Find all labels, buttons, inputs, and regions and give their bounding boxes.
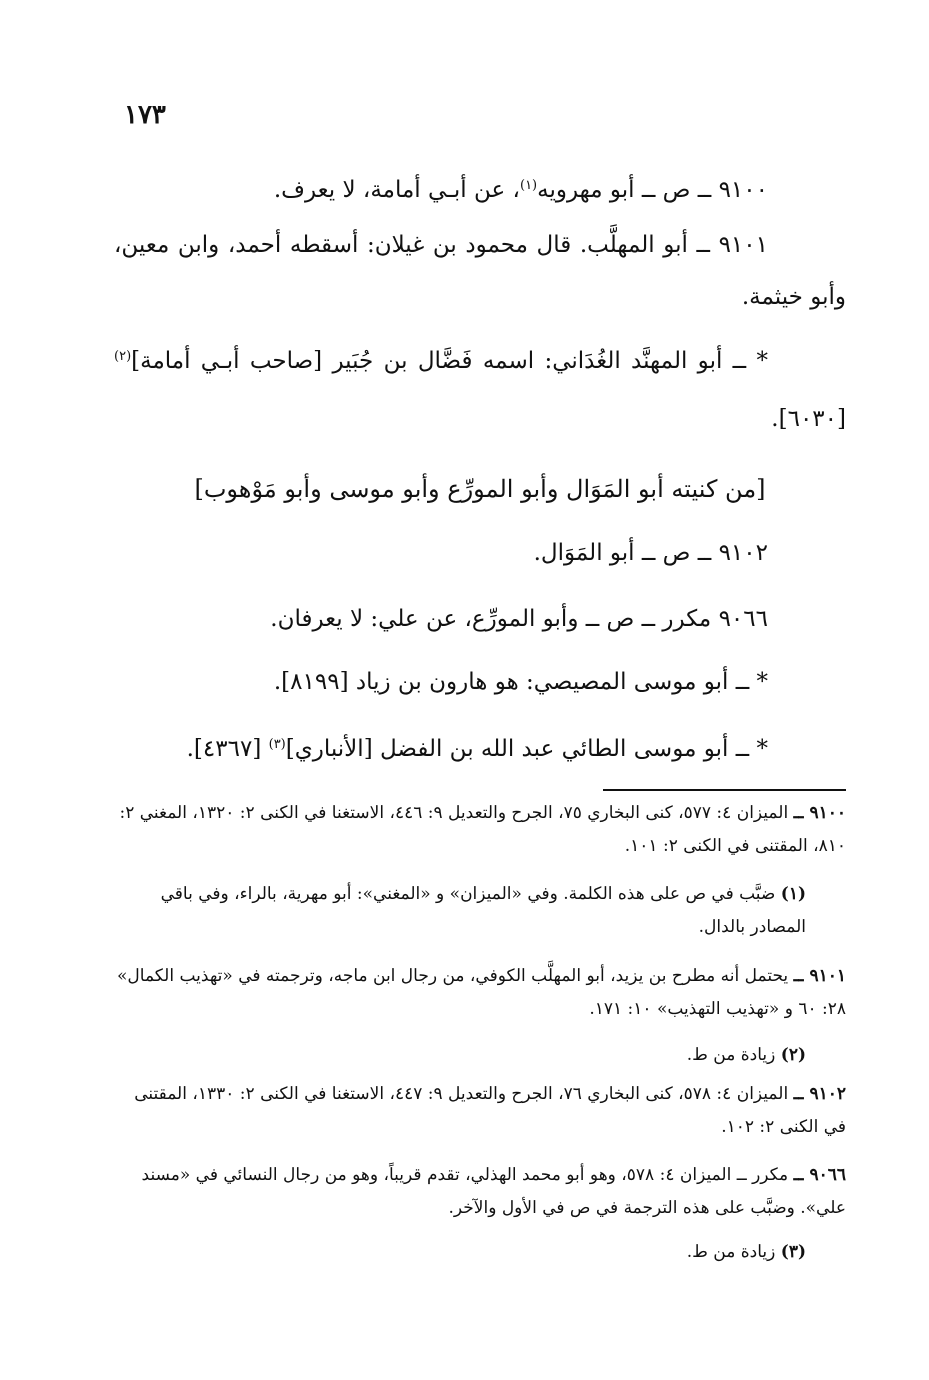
entry-abu-musa-almusaysi [114,656,846,708]
footnote-3 [114,1236,846,1269]
footnote-number: ٩١٠٠ ــ [793,803,846,823]
entry-9102 [114,527,846,579]
footnote-number: (١) [780,884,806,904]
entry-text: * ــ أبو المهنَّد الغُدَاني: اسمه فَضَّال بن جُبَير [صاحب أبـي أمامة] [131,348,768,374]
footnote-9066 [114,1159,846,1225]
section-heading-text: [من كنيته أبو المَوَال وأبو المورِّع وأبو موسى وأبو مَوْهوب] [194,475,766,503]
page-number: ١٧٣ [124,100,166,130]
footnote-text: الميزان ٤: ٥٧٨، كنى البخاري ٧٦، الجرح والتعديل ٩: ٤٤٧، الاستغنا في الكنى ٢: ١٣٣٠، المقتنى في الكنى ٢: ١٠٢. [134,1084,846,1137]
entry-text: * ــ أبو موسى الطائي عبد الله بن الفضل [الأنباري] [285,736,768,762]
footnote-text: الميزان ٤: ٥٧٧، كنى البخاري ٧٥، الجرح والتعديل ٩: ٤٤٦، الاستغنا في الكنى ٢: ١٣٢٠، المغني ٢: ٨١٠، المقتنى في الكنى ٢: ١٠١. [119,803,846,856]
entry-text-tail: [٤٣٦٧]. [186,736,269,762]
footnote-number: (٢) [780,1045,806,1065]
footnote-ref: (٢) [114,349,132,364]
footnote-text: زيادة من ط. [686,1045,776,1065]
footnote-1 [114,878,846,944]
footnote-number: ٩١٠٢ ــ [793,1084,846,1104]
footnote-number: ٩٠٦٦ ــ [793,1165,846,1185]
footnote-text: زيادة من ط. [686,1242,776,1262]
section-heading [114,463,846,515]
footnote-ref: (٣) [268,737,286,752]
footnote-9101 [114,960,846,1026]
entry-text-tail: ، عن أبـي أمامة، لا يعرف. [273,177,520,203]
footnote-separator [603,789,846,791]
footnote-text: ضبَّب في ص على هذه الكلمة. وفي «الميزان» و «المغني»: أبو مهرية، بالراء، وفي باقي المصادر بالدال. [160,884,806,937]
entry-text-tail: [٦٠٣٠]. [771,406,846,432]
footnote-number: ٩١٠١ ــ [793,966,846,986]
footnote-text: مكرر ــ الميزان ٤: ٥٧٨، وهو أبو محمد الهذلي، تقدم قريباً، وهو من رجال النسائي في «مسند علي». وضبَّب على هذه الترجمة في ص في الأول والآخر. [141,1165,846,1218]
footnote-2 [114,1039,846,1072]
footnote-number: (٣) [780,1242,806,1262]
footnote-text: يحتمل أنه مطرح بن يزيد، أبو المهلَّب الكوفي، من رجال ابن ماجه، وترجمته في «تهذيب الكمال» ٢٨: ٦٠ و «تهذيب التهذيب» ١٠: ١٧١. [117,966,846,1019]
entry-abu-musa-altai [114,719,846,775]
entry-text: ٩١٠١ ــ أبو المهلَّب. قال محمود بن غيلان: أسقطه أحمد، وابن معين، وأبو خيثمة. [114,232,846,310]
entry-text: ٩٠٦٦ مكرر ــ ص ــ وأبو المورِّع، عن علي: لا يعرفان. [270,606,768,632]
entry-text: ٩١٠٠ ــ ص ــ أبو مهرويه [537,177,768,203]
footnote-9102 [114,1078,846,1144]
entry-text: ٩١٠٢ ــ ص ــ أبو المَوَال. [533,540,768,566]
entry-text: * ــ أبو موسى المصيصي: هو هارون بن زياد [٨١٩٩]. [273,669,768,695]
entry-abu-almuhannad [114,328,846,448]
footnote-ref: (١) [519,178,538,193]
entry-9101 [114,219,846,323]
entry-9066 [114,593,846,645]
footnote-9100 [114,797,846,863]
entry-9100 [114,160,846,216]
